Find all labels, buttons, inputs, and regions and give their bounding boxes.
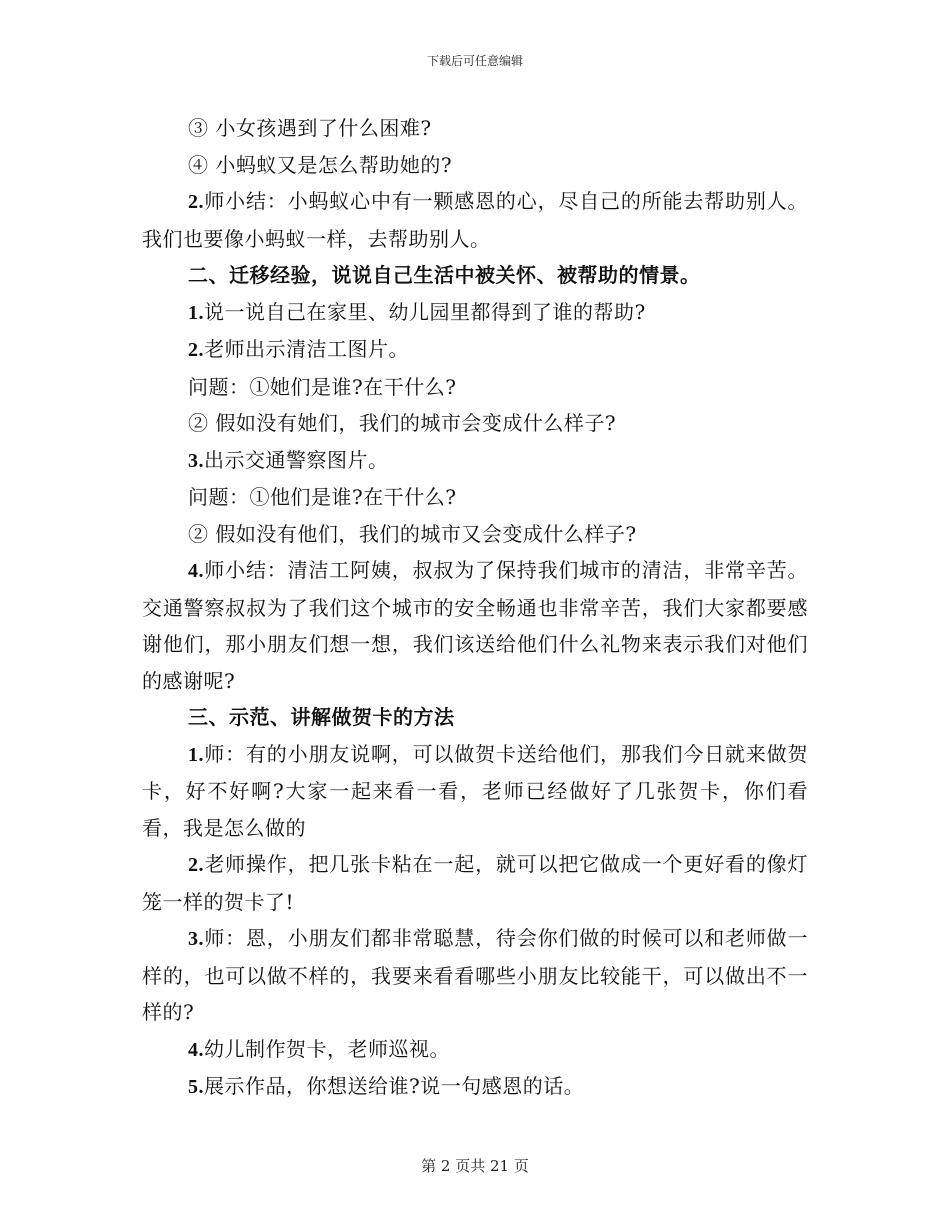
numbered-paragraph [142, 183, 808, 257]
paragraph-text: ④ 小蚂蚁又是怎么帮助她的? [188, 152, 453, 177]
numbered-paragraph [142, 736, 808, 847]
numbered-paragraph [142, 552, 808, 699]
page-header: 下载后可任意编辑 [426, 54, 523, 68]
paragraph-text: 师小结：清洁工阿姨，叔叔为了保持我们城市的清洁，非常辛苦。交通警察叔叔为了我们这个城市的安全畅通也非常辛苦，我们大家都要感谢他们，那小朋友们想一想，我们该送给他们什么礼物来表示我们对他们的感谢呢? [142, 558, 808, 693]
paragraph [142, 516, 808, 553]
item-number: 2. [188, 339, 204, 361]
item-number: 5. [188, 1076, 204, 1098]
paragraph [142, 110, 808, 147]
paragraph-text: ② 假如没有她们，我们的城市会变成什么样子? [188, 411, 617, 435]
numbered-paragraph [142, 331, 808, 369]
numbered-paragraph [142, 846, 808, 920]
item-number: 3. [188, 928, 204, 950]
section-heading [142, 257, 808, 294]
paragraph-text: 问题：①他们是谁?在干什么? [188, 485, 457, 509]
heading-text: 二、迁移经验，说说自己生活中被关怀、被帮助的情景。 [188, 263, 701, 287]
numbered-paragraph [142, 442, 808, 480]
page-footer: 第 2 页共 21 页 [421, 1157, 529, 1175]
paragraph-text: ② 假如没有他们，我们的城市又会变成什么样子? [188, 521, 637, 546]
item-number: 4. [188, 560, 204, 582]
paragraph-text: 幼儿制作贺卡，老师巡视。 [204, 1036, 450, 1061]
numbered-paragraph [142, 1031, 808, 1069]
paragraph-text: 老师出示清洁工图片。 [204, 337, 409, 361]
item-number: 2. [188, 191, 204, 213]
paragraph-text: 出示交通警察图片。 [204, 447, 389, 472]
paragraph-text: 问题：①她们是谁?在干什么? [188, 374, 457, 399]
item-number: 1. [188, 301, 204, 324]
paragraph-text: 老师操作，把几张卡粘在一起，就可以把它做成一个更好看的像灯笼一样的贺卡了! [142, 852, 808, 914]
item-number: 1. [188, 743, 204, 766]
paragraph [142, 369, 808, 406]
paragraph-text: ③ 小女孩遇到了什么困难? [188, 116, 432, 140]
paragraph [142, 479, 808, 516]
paragraph-text: 展示作品，你想送给谁?说一句感恩的话。 [204, 1074, 585, 1098]
paragraph [142, 147, 808, 184]
item-number: 2. [188, 854, 204, 876]
paragraph [142, 405, 808, 442]
paragraph-text: 师小结：小蚂蚁心中有一颗感恩的心，尽自己的所能去帮助别人。我们也要像小蚂蚁一样，去帮助别人。 [142, 189, 808, 251]
numbered-paragraph [142, 920, 808, 1031]
item-number: 4. [188, 1038, 204, 1061]
paragraph-text: 说一说自己在家里、幼儿园里都得到了谁的帮助? [204, 299, 646, 324]
section-heading [142, 699, 808, 736]
item-number: 3. [188, 449, 204, 472]
numbered-paragraph [142, 1068, 808, 1106]
heading-text: 三、示范、讲解做贺卡的方法 [188, 705, 455, 729]
paragraph-text: 师：恩，小朋友们都非常聪慧，待会你们做的时候可以和老师做一样的，也可以做不样的，我要来看看哪些小朋友比较能干，可以做出不一样的? [142, 926, 808, 1024]
numbered-paragraph [142, 294, 808, 332]
paragraph-text: 师：有的小朋友说啊，可以做贺卡送给他们，那我们今日就来做贺卡，好不好啊?大家一起来看一看，老师已经做好了几张贺卡，你们看看，我是怎么做的 [142, 741, 808, 840]
document-body [142, 110, 808, 1106]
